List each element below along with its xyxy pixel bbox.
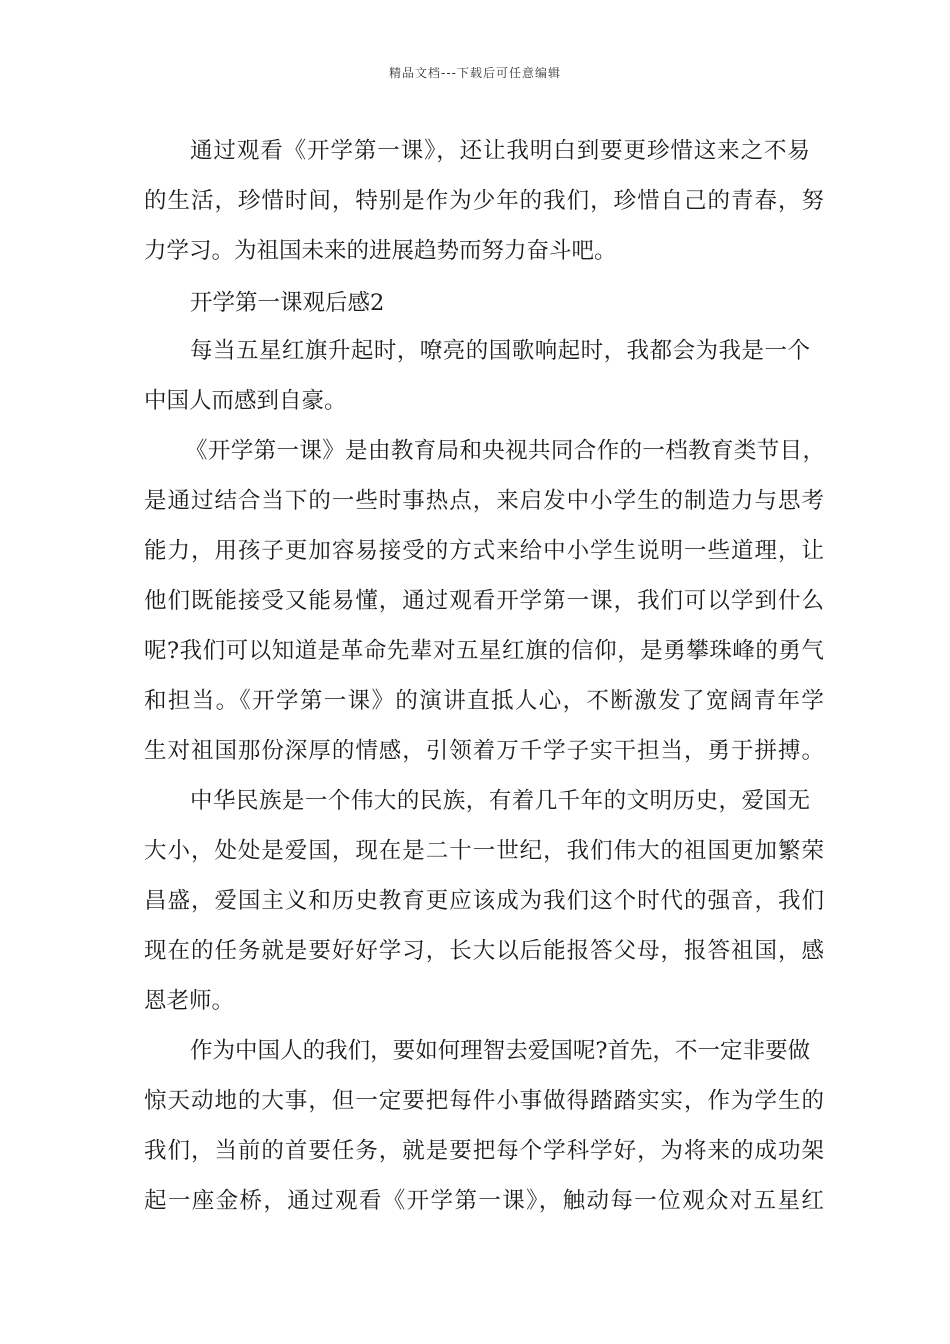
body-line: 惊天动地的大事，但一定要把每件小事做得踏踏实实，作为学生的 — [144, 1088, 825, 1114]
body-line: 和担当。《开学第一课》的演讲直抵人心，不断激发了宽阔青年学 — [144, 688, 826, 714]
body-line: 能力，用孩子更加容易接受的方式来给中小学生说明一些道理，让 — [144, 538, 825, 564]
body-line: 每当五星红旗升起时，嘹亮的国歌响起时，我都会为我是一个 — [190, 338, 811, 364]
body-line: 生对祖国那份深厚的情感，引领着万千学子实干担当，勇于拼搏。 — [144, 738, 825, 764]
body-line: 的生活，珍惜时间，特别是作为少年的我们，珍惜自己的青春，努 — [144, 188, 825, 214]
body-line: 是通过结合当下的一些时事热点，来启发中小学生的制造力与思考 — [144, 488, 825, 514]
body-line: 大小，处处是爱国，现在是二十一世纪，我们伟大的祖国更加繁荣 — [144, 838, 825, 864]
body-line: 他们既能接受又能易懂，通过观看开学第一课，我们可以学到什么 — [144, 588, 825, 614]
body-line: 力学习。为祖国未来的进展趋势而努力奋斗吧。 — [144, 238, 617, 264]
page-header: 精品文档---下载后可任意编辑 — [389, 66, 561, 80]
body-line: 《开学第一课》是由教育局和央视共同合作的一档教育类节目， — [185, 438, 826, 464]
body-line: 呢?我们可以知道是革命先辈对五星红旗的信仰，是勇攀珠峰的勇气 — [144, 638, 825, 664]
body-line: 我们，当前的首要任务，就是要把每个学科学好，为将来的成功架 — [144, 1138, 825, 1164]
body-line: 恩老师。 — [144, 988, 235, 1014]
body-line: 起一座金桥，通过观看《开学第一课》，触动每一位观众对五星红 — [144, 1188, 826, 1214]
body-line: 昌盛，爱国主义和历史教育更应该成为我们这个时代的强音，我们 — [144, 888, 825, 914]
body-line: 作为中国人的我们，要如何理智去爱国呢?首先，不一定非要做 — [190, 1038, 811, 1064]
body-line: 中华民族是一个伟大的民族，有着几千年的文明历史，爱国无 — [190, 788, 811, 814]
body-line: 现在的任务就是要好好学习，长大以后能报答父母，报答祖国，感 — [144, 938, 825, 964]
section-heading: 开学第一课观后感2 — [190, 290, 385, 316]
body-line: 通过观看《开学第一课》，还让我明白到要更珍惜这来之不易 — [190, 138, 811, 164]
body-line: 中国人而感到自豪。 — [144, 388, 347, 414]
